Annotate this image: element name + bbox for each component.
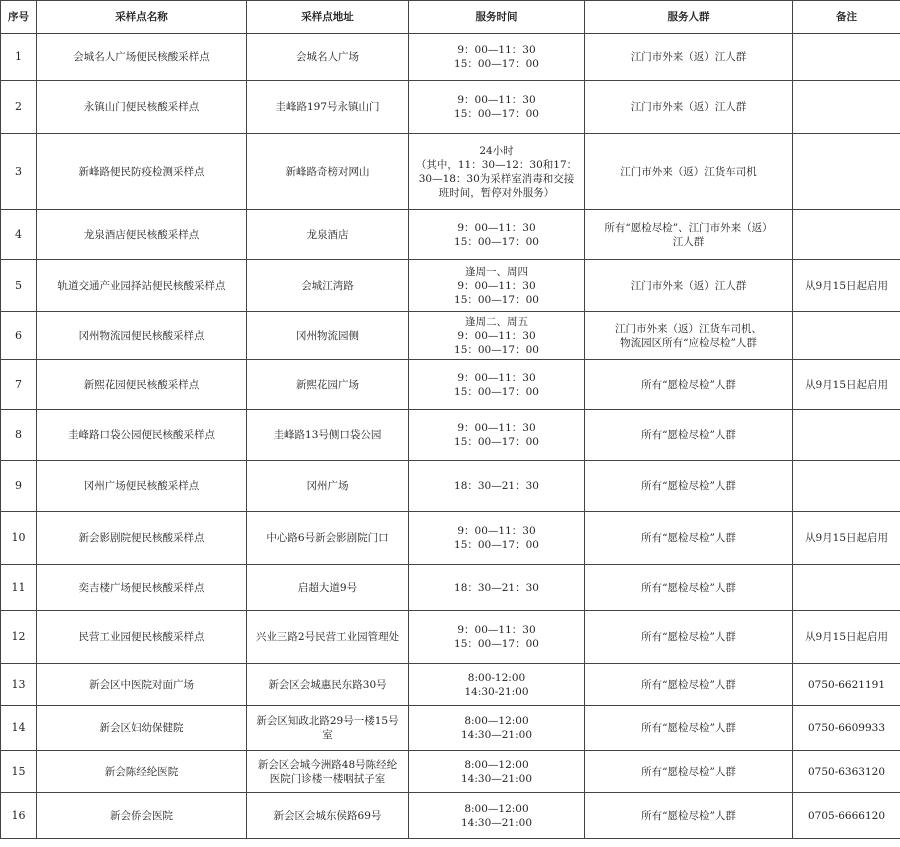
table-row xyxy=(1,751,900,793)
cell-time: 逢周二、周五 9：00—11：30 15：00—17：00 xyxy=(409,312,585,360)
cell-note xyxy=(793,565,900,611)
cell-crowd: 所有“愿检尽检”人群 xyxy=(585,360,793,410)
cell-name: 会城名人广场便民核酸采样点 xyxy=(37,34,247,81)
table-row xyxy=(1,793,900,839)
cell-no: 8 xyxy=(1,410,37,461)
cell-address: 圭峰路13号侧口袋公园 xyxy=(247,410,409,461)
cell-time: 9：00—11：30 15：00—17：00 xyxy=(409,360,585,410)
cell-crowd: 所有“愿检尽检”人群 xyxy=(585,410,793,461)
table-row xyxy=(1,210,900,260)
cell-note xyxy=(793,134,900,210)
cell-note xyxy=(793,81,900,134)
cell-note xyxy=(793,210,900,260)
col-header-time: 服务时间 xyxy=(409,1,585,34)
table-row xyxy=(1,312,900,360)
cell-address: 新峰路奇榜对网山 xyxy=(247,134,409,210)
col-header-note: 备注 xyxy=(793,1,900,34)
cell-no: 11 xyxy=(1,565,37,611)
cell-crowd: 所有“愿检尽检”人群 xyxy=(585,793,793,839)
col-header-no: 序号 xyxy=(1,1,37,34)
cell-time: 9：00—11：30 15：00—17：00 xyxy=(409,611,585,664)
cell-time: 9：00—11：30 15：00—17：00 xyxy=(409,34,585,81)
table-row xyxy=(1,611,900,664)
cell-crowd: 所有“愿检尽检”人群 xyxy=(585,565,793,611)
cell-address: 新会区会城东侯路69号 xyxy=(247,793,409,839)
cell-name: 新会区中医院对面广场 xyxy=(37,664,247,706)
cell-note: 从9月15日起启用 xyxy=(793,260,900,312)
table-row xyxy=(1,565,900,611)
cell-crowd: 所有“愿检尽检”人群 xyxy=(585,461,793,512)
table-body xyxy=(1,34,900,839)
cell-name: 新会影剧院便民核酸采样点 xyxy=(37,512,247,565)
cell-time: 18：30—21：30 xyxy=(409,461,585,512)
cell-crowd: 所有“愿检尽检”人群 xyxy=(585,751,793,793)
cell-name: 冈州物流园便民核酸采样点 xyxy=(37,312,247,360)
cell-crowd: 所有“愿检尽检”人群 xyxy=(585,611,793,664)
cell-no: 9 xyxy=(1,461,37,512)
cell-note: 0750-6363120 xyxy=(793,751,900,793)
cell-name: 龙泉酒店便民核酸采样点 xyxy=(37,210,247,260)
cell-time: 8:00-12:00 14:30-21:00 xyxy=(409,664,585,706)
table-row xyxy=(1,360,900,410)
cell-name: 新峰路便民防疫检测采样点 xyxy=(37,134,247,210)
cell-no: 7 xyxy=(1,360,37,410)
cell-no: 6 xyxy=(1,312,37,360)
header-row xyxy=(1,1,900,34)
cell-crowd: 所有“愿检尽检”人群 xyxy=(585,664,793,706)
cell-crowd: 江门市外来（返）江货车司机、 物流园区所有“应检尽检”人群 xyxy=(585,312,793,360)
cell-time: 24小时 （其中，11：30—12：30和17： 30—18：30为采样室消毒和交接 班时间，暂停对外服务） xyxy=(409,134,585,210)
table-row xyxy=(1,664,900,706)
cell-name: 轨道交通产业园择站便民核酸采样点 xyxy=(37,260,247,312)
cell-address: 新会区会城惠民东路30号 xyxy=(247,664,409,706)
cell-address: 启超大道9号 xyxy=(247,565,409,611)
col-header-name: 采样点名称 xyxy=(37,1,247,34)
cell-address: 中心路6号新会影剧院门口 xyxy=(247,512,409,565)
cell-crowd: 所有“愿检尽检”、江门市外来（返） 江人群 xyxy=(585,210,793,260)
cell-note: 从9月15日起启用 xyxy=(793,611,900,664)
cell-note: 0750-6621191 xyxy=(793,664,900,706)
cell-no: 15 xyxy=(1,751,37,793)
cell-no: 14 xyxy=(1,706,37,751)
cell-no: 10 xyxy=(1,512,37,565)
cell-name: 圭峰路口袋公园便民核酸采样点 xyxy=(37,410,247,461)
cell-note xyxy=(793,312,900,360)
cell-address: 新熙花园广场 xyxy=(247,360,409,410)
cell-no: 3 xyxy=(1,134,37,210)
cell-name: 新会侨会医院 xyxy=(37,793,247,839)
cell-note xyxy=(793,461,900,512)
cell-time: 逢周一、周四 9：00—11：30 15：00—17：00 xyxy=(409,260,585,312)
cell-note: 0750-6609933 xyxy=(793,706,900,751)
cell-crowd: 所有“愿检尽检”人群 xyxy=(585,706,793,751)
cell-time: 8:00—12:00 14:30—21:00 xyxy=(409,793,585,839)
cell-name: 冈州广场便民核酸采样点 xyxy=(37,461,247,512)
cell-no: 5 xyxy=(1,260,37,312)
cell-no: 12 xyxy=(1,611,37,664)
cell-no: 1 xyxy=(1,34,37,81)
table-row xyxy=(1,461,900,512)
cell-crowd: 所有“愿检尽检”人群 xyxy=(585,512,793,565)
cell-address: 冈州物流园侧 xyxy=(247,312,409,360)
table-row xyxy=(1,410,900,461)
cell-address: 新会区知政北路29号一楼15号 室 xyxy=(247,706,409,751)
cell-no: 13 xyxy=(1,664,37,706)
table-row xyxy=(1,706,900,751)
cell-name: 民营工业园便民核酸采样点 xyxy=(37,611,247,664)
cell-address: 会城江湾路 xyxy=(247,260,409,312)
cell-name: 新会区妇幼保健院 xyxy=(37,706,247,751)
cell-address: 兴业三路2号民营工业园管理处 xyxy=(247,611,409,664)
cell-crowd: 江门市外来（返）江货车司机 xyxy=(585,134,793,210)
col-header-address: 采样点地址 xyxy=(247,1,409,34)
cell-name: 永镇山门便民核酸采样点 xyxy=(37,81,247,134)
cell-time: 9：00—11：30 15：00—17：00 xyxy=(409,512,585,565)
col-header-crowd: 服务人群 xyxy=(585,1,793,34)
table-row xyxy=(1,512,900,565)
cell-note xyxy=(793,410,900,461)
table-row xyxy=(1,81,900,134)
cell-address: 圭峰路197号永镇山门 xyxy=(247,81,409,134)
cell-crowd: 江门市外来（返）江人群 xyxy=(585,34,793,81)
cell-time: 9：00—11：30 15：00—17：00 xyxy=(409,81,585,134)
cell-crowd: 江门市外来（返）江人群 xyxy=(585,81,793,134)
cell-no: 16 xyxy=(1,793,37,839)
cell-time: 8:00—12:00 14:30—21:00 xyxy=(409,706,585,751)
cell-note xyxy=(793,34,900,81)
cell-name: 新会陈经纶医院 xyxy=(37,751,247,793)
table-row xyxy=(1,34,900,81)
cell-no: 2 xyxy=(1,81,37,134)
cell-address: 冈州广场 xyxy=(247,461,409,512)
table-row xyxy=(1,260,900,312)
cell-time: 9：00—11：30 15：00—17：00 xyxy=(409,410,585,461)
cell-time: 9：00—11：30 15：00—17：00 xyxy=(409,210,585,260)
cell-time: 18：30—21：30 xyxy=(409,565,585,611)
cell-crowd: 江门市外来（返）江人群 xyxy=(585,260,793,312)
cell-address: 龙泉酒店 xyxy=(247,210,409,260)
cell-address: 新会区会城今洲路48号陈经纶 医院门诊楼一楼咽拭子室 xyxy=(247,751,409,793)
cell-name: 新熙花园便民核酸采样点 xyxy=(37,360,247,410)
cell-note: 从9月15日起启用 xyxy=(793,512,900,565)
cell-note: 从9月15日起启用 xyxy=(793,360,900,410)
cell-no: 4 xyxy=(1,210,37,260)
cell-name: 奕吉楼广场便民核酸采样点 xyxy=(37,565,247,611)
cell-note: 0705-6666120 xyxy=(793,793,900,839)
cell-time: 8:00—12:00 14:30—21:00 xyxy=(409,751,585,793)
table-row xyxy=(1,134,900,210)
cell-address: 会城名人广场 xyxy=(247,34,409,81)
